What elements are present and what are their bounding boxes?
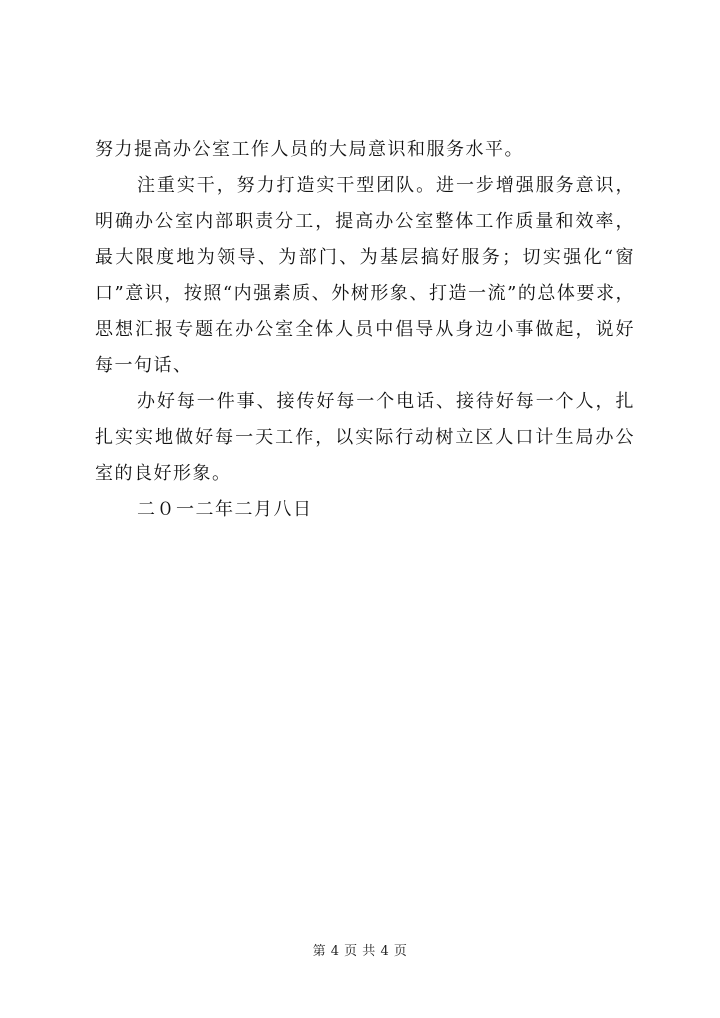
document-date: 二０一二年二月八日	[137, 499, 313, 520]
document-body	[95, 132, 635, 528]
page-footer: 第 4 页 共 4 页	[312, 944, 408, 959]
paragraph-teamwork: 注重实干，努力打造实干型团队。进一步增强服务意识，明确办公室内部职责分工，提高办公室整体工作质量和效率，最大限度地为领导、为部门、为基层搞好服务；切实强化“窗口”意识，按照“内强素质、外树形象、打造一流”的总体要求，思想汇报专题在办公室全体人员中倡导从身边小事做起，说好每一句话、	[95, 175, 635, 376]
paragraph-intro: 努力提高办公室工作人员的大局意识和服务水平。	[95, 139, 524, 160]
paragraph-image: 办好每一件事、接传好每一个电话、接待好每一个人，扎扎实实地做好每一天工作，以实际行动树立区人口计生局办公室的良好形象。	[95, 391, 635, 484]
